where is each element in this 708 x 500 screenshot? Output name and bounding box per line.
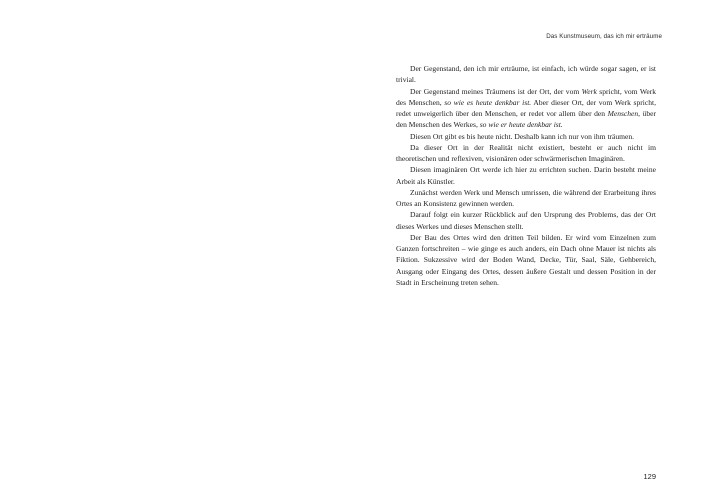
- text-run: Der Gegenstand meines Träumens ist der Ort, der vom: [410, 86, 582, 96]
- paragraph: [396, 142, 656, 165]
- paragraph: [396, 232, 656, 288]
- text-run: spricht, vom Werk des Menschen,: [396, 86, 656, 107]
- paragraph: [396, 209, 656, 232]
- italic-text: so wie es heute denkbar ist.: [444, 97, 532, 107]
- text-run: Diesen Ort gibt es bis heute nicht. Deshalb kann ich nur von ihm träumen.: [410, 131, 635, 141]
- italic-text: Werk: [581, 86, 597, 96]
- text-run: Da dieser Ort in der Realität nicht existiert, besteht er auch nicht im theoretischen und reflexiven, visionären oder schwärmerischen Imaginären.: [396, 142, 656, 163]
- paragraph: [396, 131, 656, 142]
- text-run: Aber dieser Ort, der vom Werk spricht, redet unweigerlich über den Menschen, er redet vor allem über den: [396, 97, 656, 118]
- paragraph: [396, 164, 656, 187]
- page-number: 129: [643, 472, 656, 481]
- text-run: Der Gegenstand, den ich mir erträume, ist einfach, ich würde sogar sagen, er ist trivial.: [396, 64, 656, 85]
- text-run: Zunächst werden Werk und Mensch umrissen, die während der Erarbeitung ihres Ortes an Konsistenz gewinnen werden.: [396, 187, 656, 208]
- paragraph: [396, 63, 656, 86]
- running-header: Das Kunstmuseum, das ich mir erträume: [546, 33, 662, 40]
- paragraph: [396, 86, 656, 131]
- italic-text: Menschen: [607, 109, 639, 118]
- body-text: [396, 63, 656, 288]
- italic-text: so wie er heute denkbar ist.: [479, 120, 563, 130]
- paragraph: [396, 187, 656, 210]
- text-run: , über den Menschen des Werkes,: [396, 109, 656, 130]
- text-run: Darauf folgt ein kurzer Rückblick auf den Ursprung des Problems, das der Ort dieses Werkes und dieses Menschen stellt.: [396, 210, 656, 231]
- text-run: Diesen imaginären Ort werde ich hier zu errichten suchen. Darin besteht meine Arbeit als Künstler.: [396, 165, 656, 186]
- text-run: Der Bau des Ortes wird den dritten Teil bilden. Er wird vom Einzelnen zum Ganzen fortschreiten – wie ginge es auch anders, ein Dach ohne Mauer ist nichts als Fiktion. Sukzessive wird der Boden Wand, Decke, Tür, Saal, Säle, Gehbereich, Ausgang oder Eingang des Ortes, dessen äußere Gestalt und dessen Position in der Stadt in Erscheinung treten sehen.: [396, 232, 656, 287]
